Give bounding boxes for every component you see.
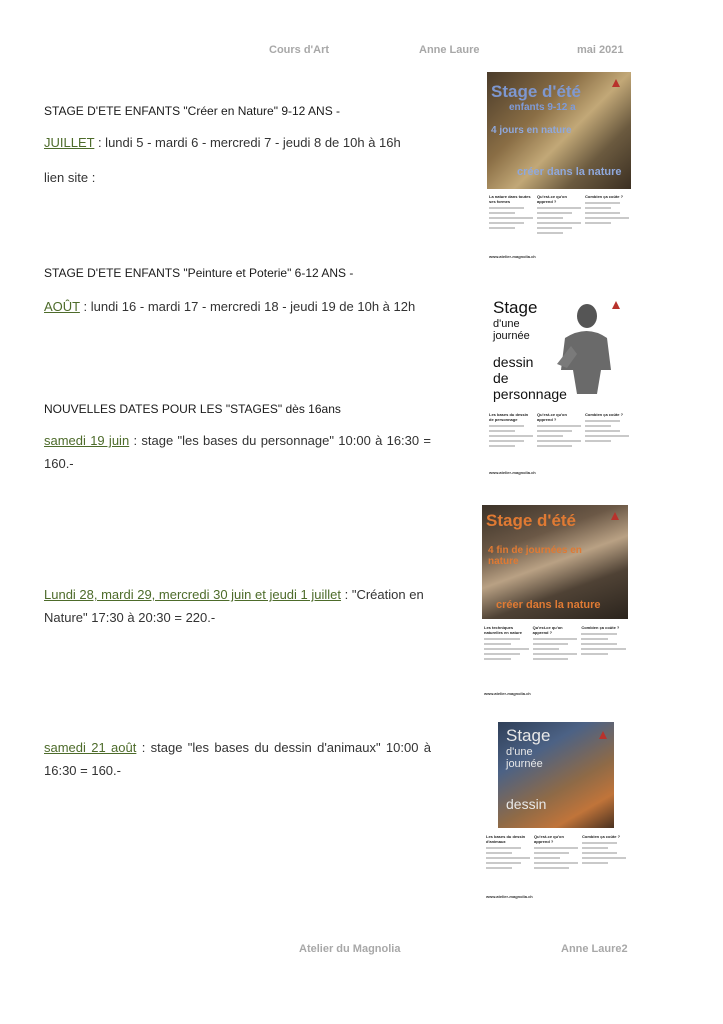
flyer-2-columns [489,412,629,450]
adult-event-3-text: : stage "les bases du dessin d'animaux" 10:00 à 16:30 = 160.- [44,740,431,778]
flyer-3-line3: créer dans la nature [496,599,601,611]
flyer-2-col3-title: Combien ça coûte ? [585,412,624,417]
footer-page: Anne Laure2 [561,943,628,955]
flyer-2-title-4: dessin [493,354,534,370]
footer-studio: Atelier du Magnolia [299,943,401,955]
adult-event-2 [44,583,431,629]
flyer-4-title-1: Stage [506,726,551,745]
adult-event-2-date-link[interactable]: Lundi 28, mardi 29, mercredi 30 juin et jeudi 1 juillet [44,587,342,602]
stage2-dates [44,295,415,318]
flyer-3-url: www.atelier-magnolia.ch [484,691,531,696]
stage1-heading [44,104,340,118]
flyer-1-col2-title: Qu'est-ce qu'on apprend ? [537,194,567,204]
adult-event-3-date-link[interactable]: samedi 21 août [44,740,137,755]
flyer-1-url: www.atelier-magnolia.ch [489,254,536,259]
flyer-1-line2: 4 jours en nature [491,125,572,136]
flyer-1-subtitle: enfants 9-12 a [509,102,576,113]
flyer-1-title: Stage d'été [491,82,582,101]
flyer-creation-en-nature [482,505,628,708]
magnolia-logo-icon [598,730,608,740]
flyer-1-columns [489,194,629,237]
flyer-2-title-6: personnage [493,386,567,402]
stage2-heading [44,266,353,280]
flyer-4-title-2: d'une [506,746,533,758]
adult-event-1-date-link[interactable]: samedi 19 juin [44,433,130,448]
magnolia-logo-icon [611,78,621,88]
flyer-4-columns [486,834,626,872]
flyer-3-line2: 4 fin de journées en nature [488,545,582,567]
adult-event-2-text: : "Création en Nature" 17:30 à 20:30 = 220.- [44,587,424,625]
flyer-2-col2-title: Qu'est-ce qu'on apprend ? [537,412,567,422]
magnolia-logo-icon [610,511,620,521]
stage1-dates [44,131,401,154]
adult-event-3 [44,736,431,782]
stage1-heading-age: 9-12 ANS - [281,104,341,118]
stage2-dates-text: : lundi 16 - mardi 17 - mercredi 18 - jeudi 19 de 10h à 12h [79,299,416,314]
flyer-2-title-3: journée [493,330,530,342]
flyer-2-figure-illustration [547,298,617,396]
flyer-4-col2-title: Qu'est-ce qu'on apprend ? [534,834,564,844]
flyer-3-title: Stage d'été [486,511,577,530]
magnolia-logo-icon [611,300,621,310]
stage1-heading-title: STAGE D'ETE ENFANTS "Créer en Nature" [44,104,282,118]
stage2-heading-age: 6-12 ANS - [294,266,354,280]
flyer-4-url: www.atelier-magnolia.ch [486,894,533,899]
flyer-3-columns [484,625,626,663]
header-course: Cours d'Art [269,44,330,56]
flyer-4-col3-title: Combien ça coûte ? [582,834,621,839]
flyer-1-col3-title: Combien ça coûte ? [585,194,624,199]
flyer-2-title-2: d'une [493,318,520,330]
stage2-heading-title: STAGE D'ETE ENFANTS "Peinture et Poterie" [44,266,295,280]
stage2-month-link[interactable]: AOÛT [44,299,80,314]
adult-event-1 [44,429,431,475]
adult-event-1-text: : stage "les bases du personnage" 10:00 à 16:30 = 160.- [44,433,432,471]
stage1-month-link[interactable]: JUILLET [44,135,95,150]
flyer-creer-en-nature [487,72,631,272]
adult-heading-age: dès 16ans [285,402,341,416]
flyer-dessin-de-personnage [487,292,631,492]
flyer-4-col1-title: Les bases du dessin d'animaux [486,834,526,844]
flyer-1-col1-title: La nature dans toutes ses formes [489,194,531,204]
stage1-link-label: lien site : [44,170,96,185]
flyer-2-col1-title: Les bases du dessin de personnage [489,412,529,422]
flyer-dessin-animaux [484,722,628,922]
header-author: Anne Laure [419,44,480,56]
flyer-1-line3: créer dans la nature [517,166,622,178]
flyer-4-title-3: journée [506,758,543,770]
stage1-dates-text: : lundi 5 - mardi 6 - mercredi 7 - jeudi 8 de 10h à 16h [94,135,401,150]
adult-heading [44,402,341,416]
header-date: mai 2021 [577,44,624,56]
adult-heading-title: NOUVELLES DATES POUR LES "STAGES" [44,402,286,416]
flyer-2-url: www.atelier-magnolia.ch [489,470,536,475]
flyer-3-col2-title: Qu'est-ce qu'on apprend ? [532,625,563,635]
flyer-2-title-5: de [493,370,509,386]
flyer-4-title-4: dessin [506,796,547,812]
flyer-2-title-1: Stage [493,298,538,317]
flyer-3-col1-title: Les techniques naturelles en nature [484,625,523,635]
flyer-3-col3-title: Combien ça coûte ? [581,625,620,630]
